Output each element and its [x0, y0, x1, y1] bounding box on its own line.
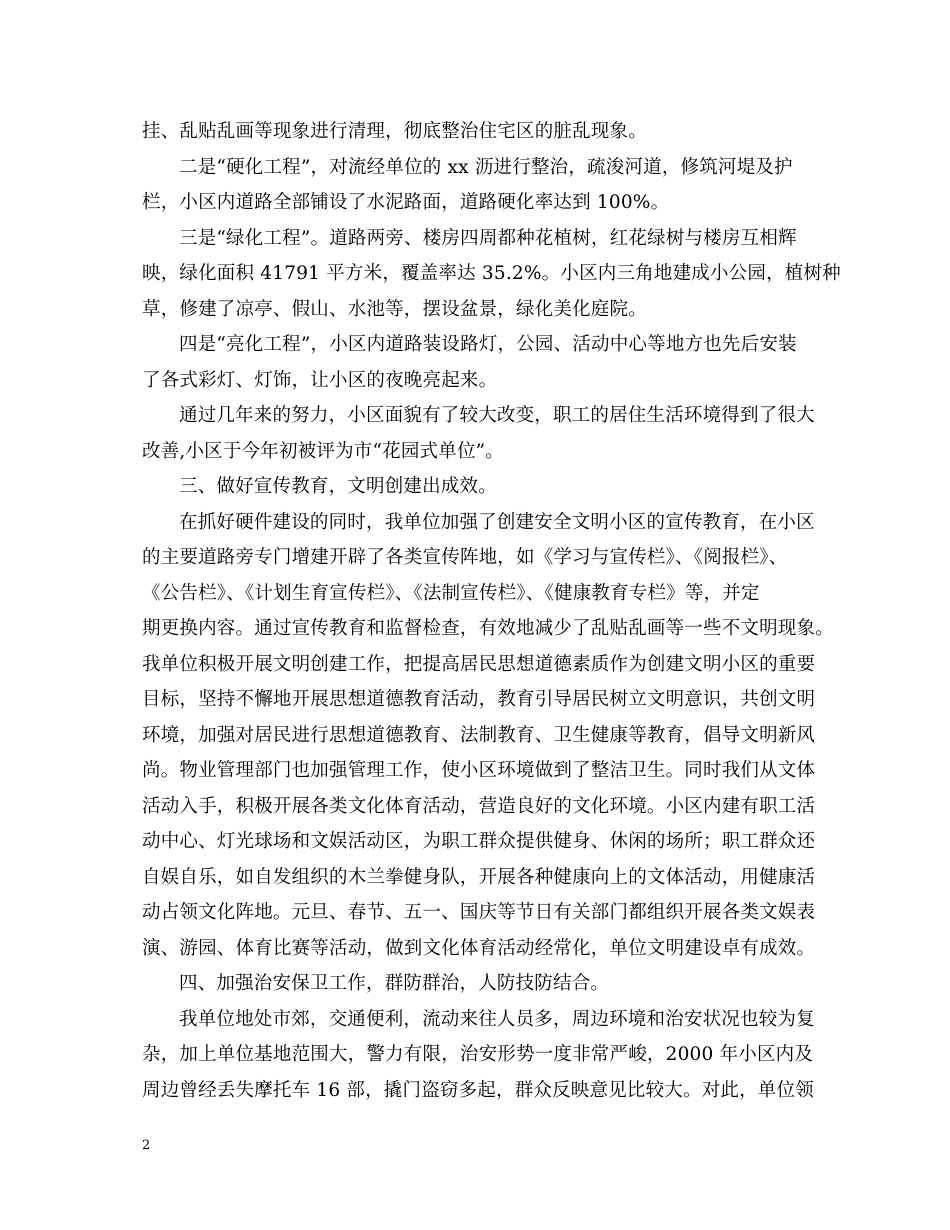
- text-line: 动中心、灯光球场和文娱活动区，为职工群众提供健身、休闲的场所；职工群众还: [142, 831, 816, 852]
- text-line: 改善,小区于今年初被评为市“花园式单位”。: [142, 440, 504, 462]
- body-text: [142, 114, 841, 1108]
- text-line: 动占领文化阵地。元旦、春节、五一、国庆等节日有关部门都组织开展各类文娱表: [142, 902, 816, 923]
- section-heading: 四、加强治安保卫工作，群防群治，人防技防结合。: [179, 973, 610, 994]
- page-number: 2: [142, 1138, 151, 1153]
- text-line: 映，绿化面积 41791 平方米，覆盖率达 35.2%。小区内三角地建成小公园，植树种: [142, 263, 841, 284]
- text-line: 挂、乱贴乱画等现象进行清理，彻底整治住宅区的脏乱现象。: [142, 121, 647, 142]
- text-line: 活动入手，积极开展各类文化体育活动，营造良好的文化环境。小区内建有职工活: [142, 795, 816, 817]
- text-line: 环境，加强对居民进行思想道德教育、法制教育、卫生健康等教育，倡导文明新风: [142, 724, 816, 746]
- text-line: 了各式彩灯、灯饰，让小区的夜晚亮起来。: [142, 369, 498, 391]
- text-line: 在抓好硬件建设的同时，我单位加强了创建安全文明小区的宣传教育，在小区: [179, 511, 815, 533]
- text-line: 目标，坚持不懈地开展思想道德教育活动，教育引导居民树立文明意识，共创文明: [142, 689, 816, 710]
- text-line: 周边曾经丢失摩托车 16 部，撬门盗窃多起，群众反映意见比较大。对此，单位领: [142, 1079, 814, 1101]
- text-line: 的主要道路旁专门增建开辟了各类宣传阵地，如《学习与宣传栏》、《阅报栏》、: [142, 547, 788, 568]
- text-line: 栏，小区内道路全部铺设了水泥路面，道路硬化率达到 100%。: [142, 192, 670, 213]
- text-line: 我单位地处市郊，交通便利，流动来往人员多，周边环境和治安状况也较为复: [179, 1008, 815, 1030]
- text-line: 二是“硬化工程”，对流经单位的 xx 沥进行整治，疏浚河道，修筑河堤及护: [179, 156, 793, 178]
- text-line: 自娱自乐，如自发组织的木兰拳健身队，开展各种健康向上的文体活动，用健康活: [142, 866, 816, 888]
- text-line: 尚。物业管理部门也加强管理工作，使小区环境做到了整洁卫生。同时我们从文体: [142, 760, 816, 781]
- text-line: 期更换内容。通过宣传教育和监督检查，有效地减少了乱贴乱画等一些不文明现象。: [142, 618, 834, 639]
- text-line: 杂，加上单位基地范围大，警力有限，治安形势一度非常严峻，2000 年小区内及: [142, 1044, 814, 1065]
- text-line: 三是“绿化工程”。道路两旁、楼房四周都种花植树，红花绿树与楼房互相辉: [179, 227, 797, 249]
- text-line: 我单位积极开展文明创建工作，把提高居民思想道德素质作为创建文明小区的重要: [142, 653, 816, 675]
- text-line: 《公告栏》、《计划生育宣传栏》、《法制宣传栏》、《健康教育专栏》等，并定: [142, 582, 760, 604]
- text-line: 草，修建了凉亭、假山、水池等，摆设盆景，绿化美化庭院。: [142, 298, 647, 320]
- text-line: 四是“亮化工程”，小区内道路装设路灯，公园、活动中心等地方也先后安装: [179, 334, 797, 355]
- section-heading: 三、做好宣传教育，文明创建出成效。: [179, 476, 497, 497]
- text-line: 通过几年来的努力，小区面貌有了较大改变，职工的居住生活环境得到了很大: [179, 405, 815, 426]
- text-line: 演、游园、体育比赛等活动，做到文化体育活动经常化，单位文明建设卓有成效。: [142, 937, 816, 959]
